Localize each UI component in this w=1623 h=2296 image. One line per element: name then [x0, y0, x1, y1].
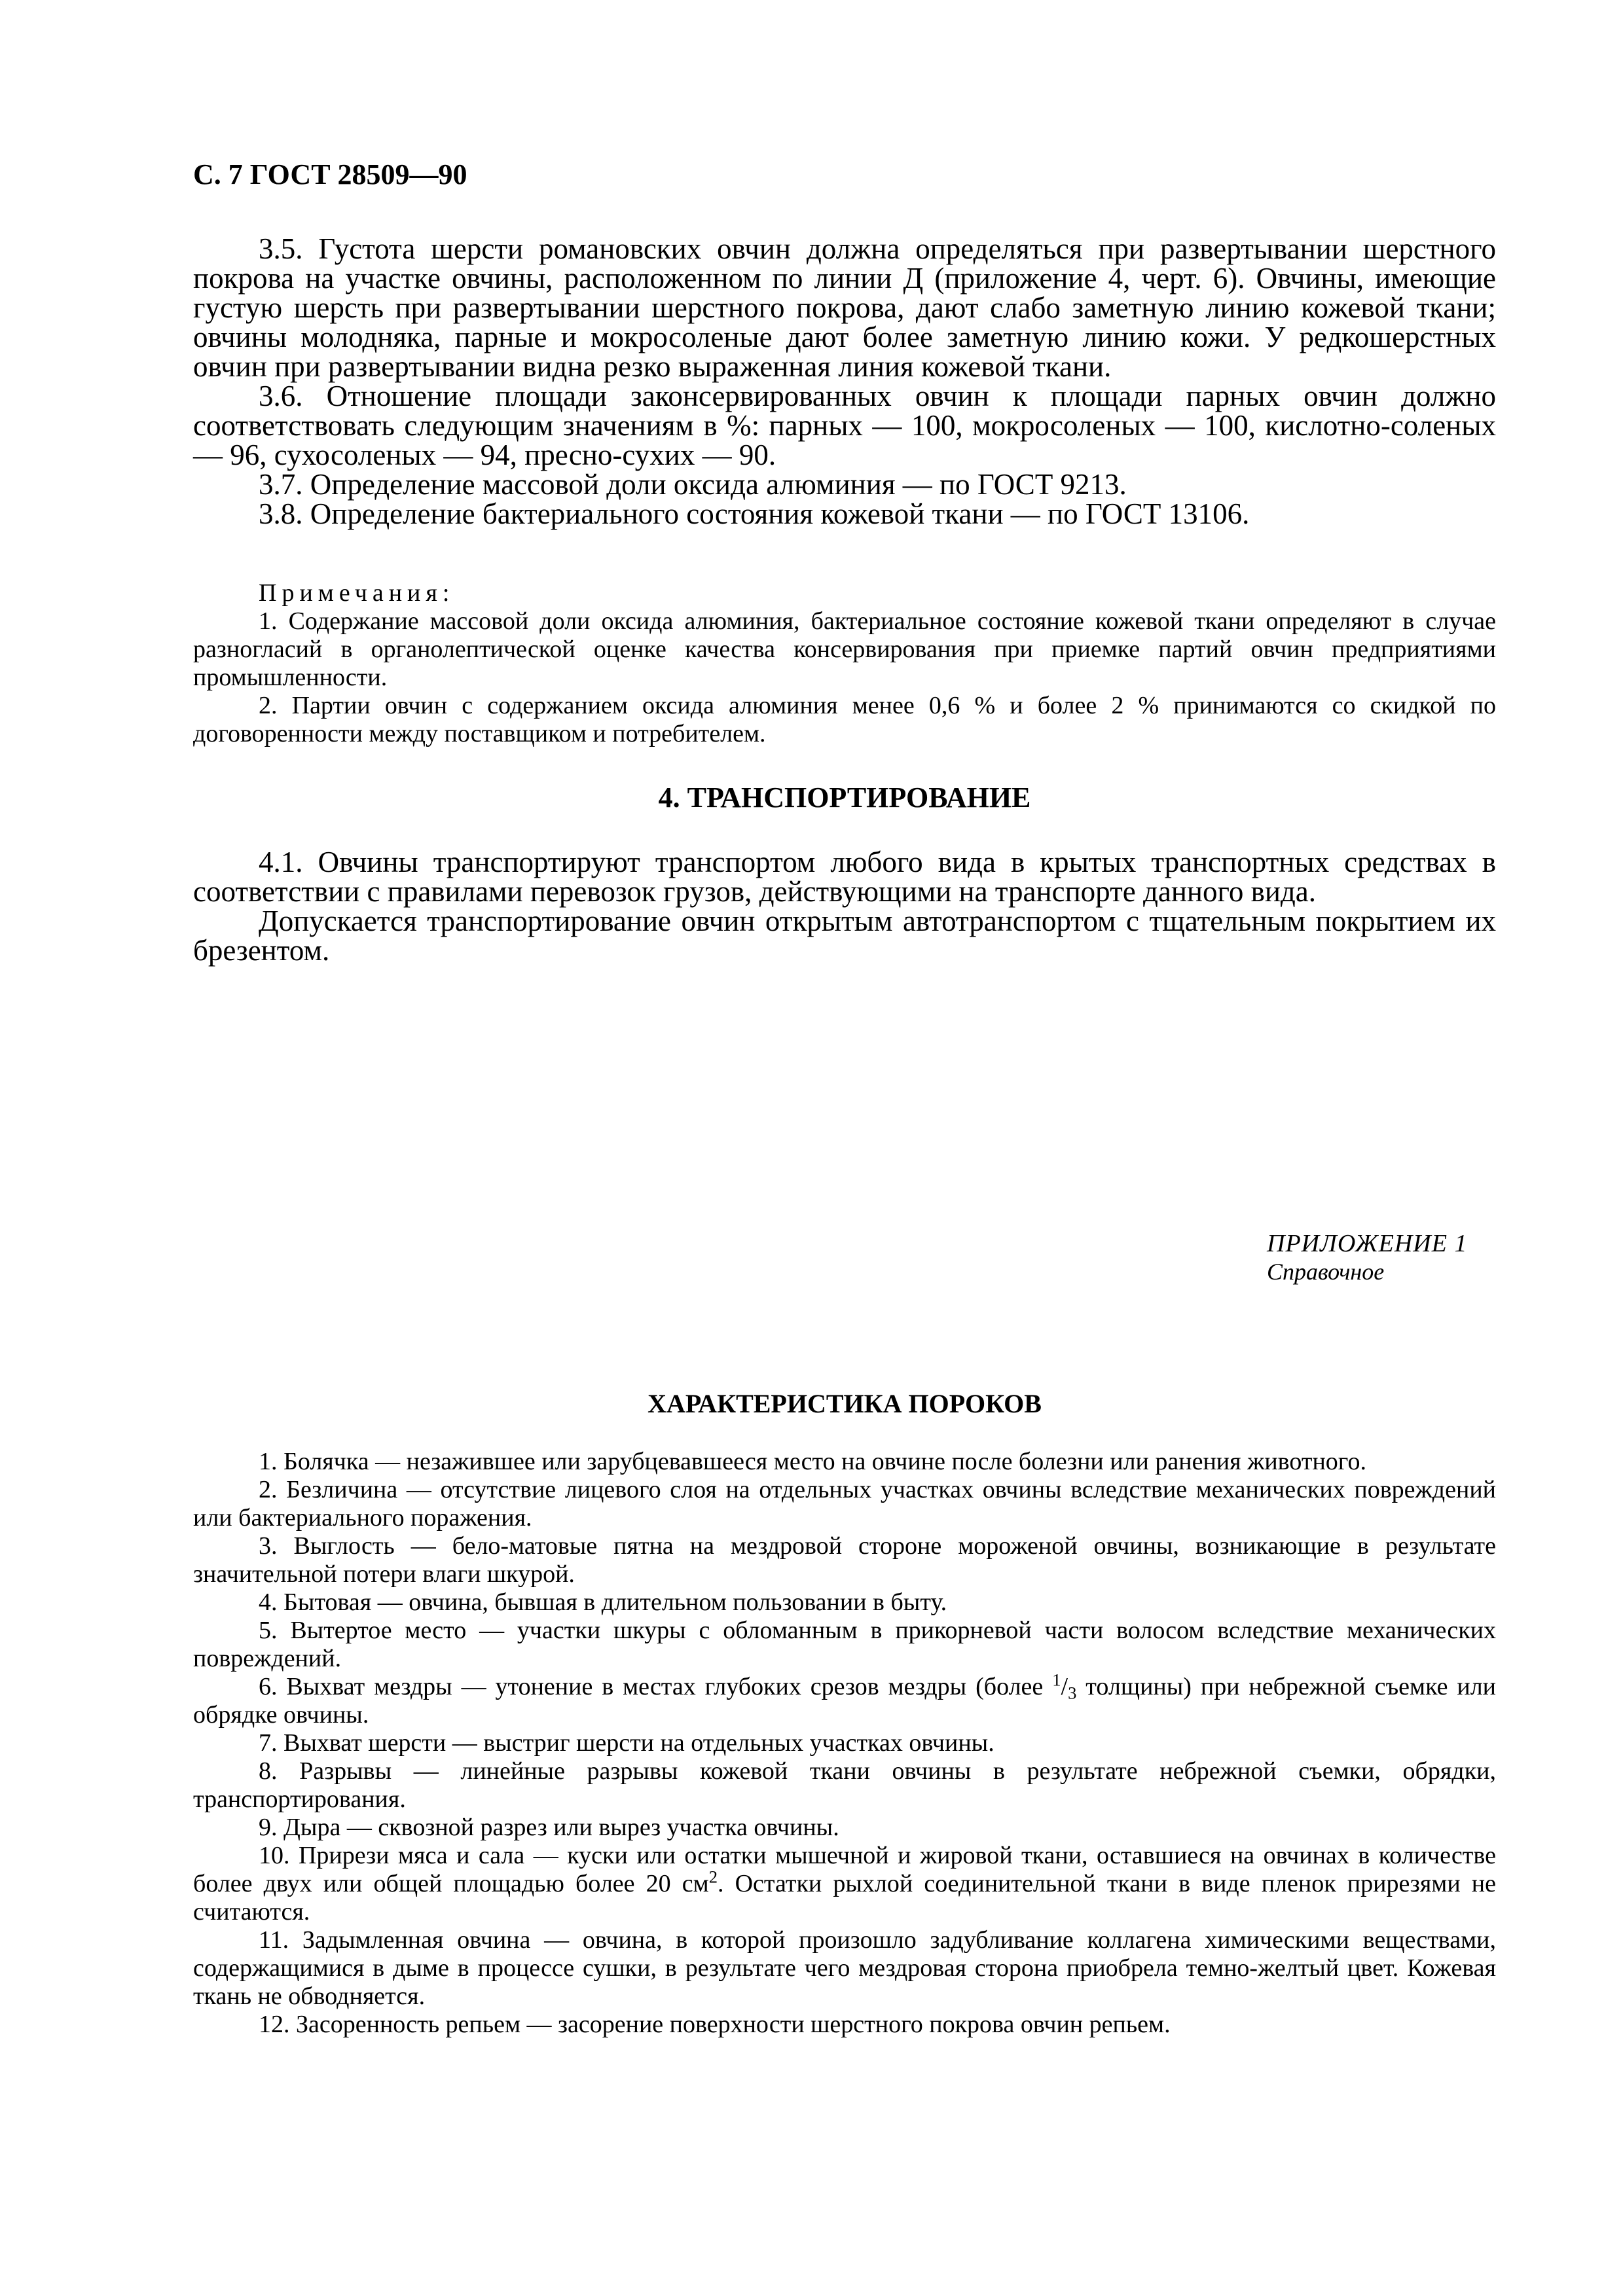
- list-item: 2. Безличина — отсутствие лицевого слоя на отдельных участках овчины вследствие механических повреждений или бактериального поражения.: [193, 1476, 1496, 1532]
- list-item: 11. Задымленная овчина — овчина, в которой произошло задубливание коллагена химическими веществами, содержащимися в дыме в процессе сушки, в результате чего мездровая сторона приобрела темно-желтый цвет. Кожевая ткань не обводняется.: [193, 1926, 1496, 2010]
- notes-block: [193, 579, 1496, 748]
- appendix-title: ПРИЛОЖЕНИЕ 1: [1267, 1230, 1468, 1257]
- appendix-label: [1267, 1230, 1467, 1285]
- fraction-slash: /: [1061, 1673, 1068, 1700]
- section-3-block: [193, 234, 1496, 529]
- notes-title: Примечания:: [259, 579, 455, 607]
- list-item: [193, 1670, 1497, 1729]
- list-item: 9. Дыра — сквозной разрез или вырез участка овчины.: [259, 1814, 839, 1841]
- paragraph-3-5: 3.5. Густота шерсти романовских овчин должна определяться при развертывании шерстного покрова на участке овчины, расположенном по линии Д (приложение 4, черт. 6). Овчины, имеющие густую шерсть при развертывании шерстного покрова, дают слабо заметную линию кожевой ткани; овчины молодняка, парные и мокросоленые дают более заметную линию кожи. У редкошерстных овчин при развертывании видна резко выраженная линия кожевой ткани.: [193, 232, 1496, 383]
- list-item: 1. Болячка — незажившее или зарубцевавшееся место на овчине после болезни или ранения животного.: [259, 1448, 1366, 1475]
- paragraph-3-8: 3.8. Определение бактериального состояния кожевой ткани — по ГОСТ 13106.: [259, 497, 1250, 530]
- section-4-block: [193, 848, 1496, 965]
- paragraph-3-7: 3.7. Определение массовой доли оксида алюминия — по ГОСТ 9213.: [259, 468, 1127, 501]
- item-6-tail: толщины) при небрежной съемке или обрядке овчины.: [193, 1673, 1497, 1729]
- note-2: 2. Партии овчин с содержанием оксида алюминия менее 0,6 % и более 2 % принимаются со скидкой по договоренности между поставщиком и потребителем.: [193, 692, 1496, 747]
- defects-list: [193, 1448, 1496, 2039]
- area-superscript: 2: [708, 1867, 718, 1887]
- item-10-tail: . Остатки рыхлой соединительной ткани в виде пленок прирезями не считаются.: [193, 1870, 1497, 1926]
- list-item: 4. Бытовая — овчина, бывшая в длительном пользовании в быту.: [259, 1588, 947, 1616]
- paragraph-4-1-cont: Допускается транспортирование овчин открытым автотранспортом с тщательным покрытием их брезентом.: [193, 905, 1496, 967]
- fraction-denominator: 3: [1068, 1683, 1077, 1703]
- appendix-subtitle: Справочное: [1267, 1258, 1385, 1285]
- list-item: 8. Разрывы — линейные разрывы кожевой ткани овчины в результате небрежной съемки, обрядки, транспортирования.: [193, 1757, 1496, 1813]
- fraction-numerator: 1: [1052, 1670, 1061, 1690]
- paragraph-4-1: 4.1. Овчины транспортируют транспортом любого вида в крытых транспортных средствах в соответствии с правилами перевозок грузов, действующими на транспорте данного вида.: [193, 846, 1496, 908]
- page-header: С. 7 ГОСТ 28509—90: [193, 158, 467, 190]
- item-10-text: 10. Прирези мяса и сала — куски или остатки мышечной и жировой ткани, оставшиеся на овчинах в количестве более двух или общей площадью более 20 см: [193, 1842, 1496, 1897]
- list-item: 5. Вытертое место — участки шкуры с обломанным в прикорневой части волосом вследствие механических повреждений.: [193, 1617, 1496, 1672]
- list-item: 7. Выхват шерсти — выстриг шерсти на отдельных участках овчины.: [259, 1729, 994, 1757]
- list-item: [193, 1842, 1496, 1926]
- defects-heading: ХАРАКТЕРИСТИКА ПОРОКОВ: [647, 1389, 1042, 1418]
- list-item: 12. Засоренность репьем — засорение поверхности шерстного покрова овчин репьем.: [259, 2011, 1171, 2038]
- list-item: 3. Выглость — бело-матовые пятна на мездровой стороне мороженой овчины, возникающие в результате значительной потери влаги шкурой.: [193, 1532, 1496, 1588]
- section-4-heading: 4. ТРАНСПОРТИРОВАНИЕ: [658, 781, 1031, 814]
- note-1: 1. Содержание массовой доли оксида алюминия, бактериальное состояние кожевой ткани определяют в случае разногласий в органолептической оценке качества консервирования при приемке партий овчин предприятиями промышленности.: [193, 607, 1496, 691]
- paragraph-3-6: 3.6. Отношение площади законсервированных овчин к площади парных овчин должно соответствовать следующим значениям в %: парных — 100, мокросоленых — 100, кислотно-соленых — 96, сухосоленых — 94, пресно-сухих — 90.: [193, 380, 1496, 471]
- item-6-text: 6. Выхват мездры — утонение в местах глубоких срезов мездры (более: [259, 1673, 1044, 1700]
